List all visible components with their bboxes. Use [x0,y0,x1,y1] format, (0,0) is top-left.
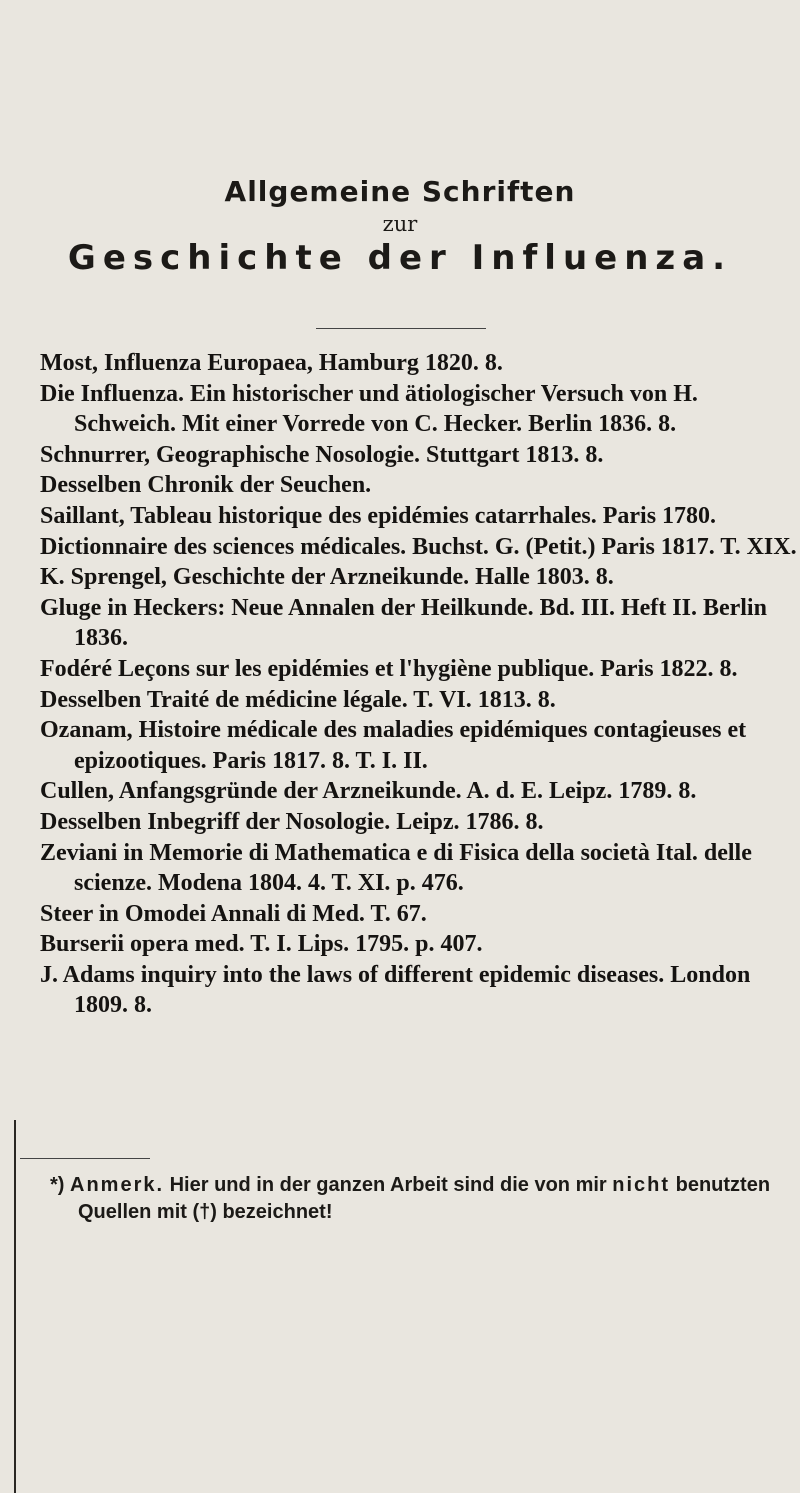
bibliography-entry: Ozanam, Histoire médicale des maladies epidémiques contagieuses et epizootiques. Paris 1817. 8. T. I. II. [40,717,753,774]
bibliography-entry: K. Sprengel, Geschichte der Arzneikunde. Halle 1803. 8. [40,564,614,591]
footnote-text-end: benutzten Quellen mit (†) bezeichnet! [78,1174,771,1223]
bibliography-entry: Schnurrer, Geographische Nosologie. Stuttgart 1813. 8. [40,441,604,468]
heading-general-writings: Allgemeine Schriften [224,175,576,208]
footnote [50,1172,800,1226]
bibliography-entry: Steer in Omodei Annali di Med. T. 67. [40,900,427,927]
footnote-divider [20,1158,150,1159]
footnote-emphasis: nicht [612,1174,671,1196]
bibliography-entry: Desselben Traité de médicine légale. T. VI. 1813. 8. [40,686,556,713]
footnote-text: Hier und in der ganzen Arbeit sind die von mir [169,1174,607,1196]
bibliography-entry: Desselben Inbegriff der Nosologie. Leipz. 1786. 8. [40,808,544,835]
bibliography-entry: Saillant, Tableau historique des epidémies catarrhales. Paris 1780. [40,502,717,529]
bibliography-entry: Fodéré Leçons sur les epidémies et l'hygiène publique. Paris 1822. 8. [40,655,738,682]
bibliography-entry: Desselben Chronik der Seuchen. [40,472,372,499]
bibliography-entry: Zeviani in Memorie di Mathematica e di Fisica della società Ital. delle scienze. Modena 1804. 4. T. XI. p. 476. [40,839,758,897]
bibliography-list [40,348,800,1021]
bibliography-entry: Burserii opera med. T. I. Lips. 1795. p. 407. [40,931,483,958]
footnote-label: Anmerk. [70,1174,165,1196]
bibliography-entry: Most, Influenza Europaea, Hamburg 1820. 8. [40,350,503,376]
bibliography-entry: Die Influenza. Ein historischer und ätiologischer Versuch von H. Schweich. Mit einer Vorrede von C. Hecker. Berlin 1836. 8. [40,380,704,438]
page-edge [14,1120,16,1493]
footnote-marker: *) [50,1174,65,1196]
bibliography-entry: Dictionnaire des sciences médicales. Buchst. G. (Petit.) Paris 1817. T. XIX. [40,533,797,560]
divider [316,328,486,329]
heading-zur: zur [382,212,418,236]
bibliography-entry: Cullen, Anfangsgründe der Arzneikunde. A. d. E. Leipz. 1789. 8. [40,778,697,805]
heading-history-influenza: Geschichte der Influenza. [67,238,733,278]
bibliography-entry: Gluge in Heckers: Neue Annalen der Heilkunde. Bd. III. Heft II. Berlin 1836. [40,594,773,652]
bibliography-entry: J. Adams inquiry into the laws of different epidemic diseases. London 1809. 8. [40,961,757,1019]
